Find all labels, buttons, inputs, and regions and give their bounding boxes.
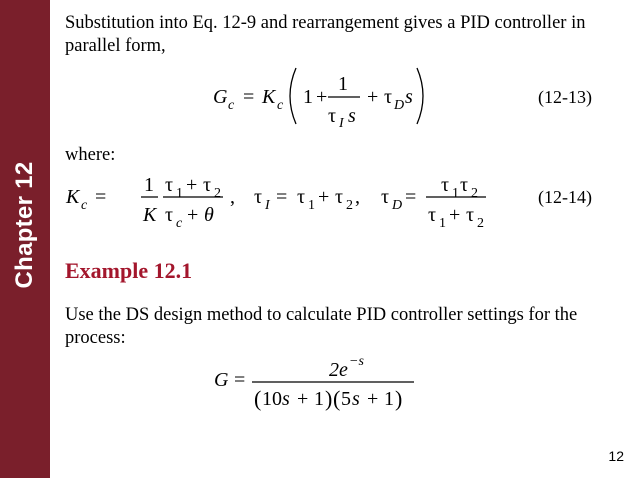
eq14-equals2: = [276, 186, 288, 208]
eq14-d-num-sub2: 2 [471, 186, 478, 201]
eq13-s: s [405, 86, 413, 108]
eq13-frac-den-s: s [348, 105, 356, 127]
eq14-number: (12-14) [538, 187, 592, 207]
eq14-d-den-sub2: 2 [477, 216, 484, 231]
eq14-i-plus: + [318, 186, 330, 208]
proc-den-plus2: + [367, 388, 379, 410]
eq13-one: 1 [303, 86, 313, 108]
eq14-equals1: = [95, 186, 107, 208]
eq14-tau-d: τ [381, 186, 390, 208]
eq13-tau-d-sub: D [394, 98, 405, 113]
eq13-gain-sub: c [277, 98, 284, 113]
proc-den-close2: ) [395, 386, 403, 411]
eq13-plus1: + [316, 86, 328, 108]
eq14-d-den-sub1: 1 [439, 216, 446, 231]
proc-den-plus1: + [297, 388, 309, 410]
proc-den-close1: ) [325, 386, 333, 411]
eq14-d-den-plus: + [449, 204, 461, 226]
equation-12-14 [0, 170, 638, 240]
eq14-num-sub1: 1 [176, 186, 183, 201]
proc-den-a: 10 [262, 388, 282, 410]
eq14-comma2: , [355, 186, 360, 208]
eq14-i-tau2: τ [335, 186, 344, 208]
eq13-lhs: G [213, 86, 228, 108]
eq14-den-plus: + [187, 204, 199, 226]
chapter-label: Chapter 12 [11, 161, 38, 289]
eq13-gain: K [262, 86, 276, 108]
eq14-kc: K [66, 186, 80, 208]
proc-num-exp: −s [349, 354, 364, 369]
eq14-one: 1 [144, 174, 154, 196]
eq14-d-num-tau1: τ [441, 174, 450, 196]
proc-den-b: 5 [341, 388, 351, 410]
eq14-tau-i-sub: I [265, 198, 270, 213]
equation-12-13 [0, 60, 638, 135]
eq14-d-den-tau1: τ [428, 204, 437, 226]
eq13-frac-num: 1 [338, 73, 348, 95]
example-heading: Example 12.1 [65, 258, 193, 283]
eq13-tau-d: τ [384, 86, 393, 108]
proc-num: 2e [329, 359, 348, 381]
proc-lhs: G [214, 369, 229, 391]
eq13-number: (12-13) [538, 87, 592, 107]
proc-den-one2: 1 [384, 388, 394, 410]
eq14-den-tau: τ [165, 204, 174, 226]
eq14-K: K [143, 204, 157, 226]
eq13-frac-den-sub: I [339, 116, 344, 131]
eq13-left-paren [290, 68, 296, 124]
eq14-tau-i: τ [254, 186, 263, 208]
eq13-right-paren [417, 68, 423, 124]
proc-den-one1: 1 [314, 388, 324, 410]
proc-equals: = [234, 369, 246, 391]
eq14-num-tau1: τ [165, 174, 174, 196]
eq14-den-sub: c [176, 216, 183, 231]
eq14-num-sub2: 2 [214, 186, 221, 201]
proc-den-s2: s [352, 388, 360, 410]
where-text: where: [65, 145, 116, 165]
eq14-equals3: = [405, 186, 417, 208]
eq14-comma1: , [230, 186, 235, 208]
eq14-theta: θ [204, 204, 214, 226]
eq14-kc-sub: c [81, 198, 88, 213]
proc-den-s1: s [282, 388, 290, 410]
proc-den-open2: ( [333, 386, 341, 411]
eq14-tau-d-sub: D [392, 198, 403, 213]
process-equation [0, 356, 638, 416]
proc-den-open1: ( [254, 386, 262, 411]
eq13-lhs-sub: c [228, 98, 235, 113]
page-number: 12 [608, 448, 624, 464]
eq13-frac-den-tau: τ [328, 105, 337, 127]
eq14-i-tau1: τ [297, 186, 306, 208]
eq14-num-tau2: τ [203, 174, 212, 196]
eq14-d-den-tau2: τ [466, 204, 475, 226]
eq14-d-num-sub1: 1 [452, 186, 459, 201]
eq14-i-sub2: 2 [346, 198, 353, 213]
eq13-equals: = [243, 86, 255, 108]
eq14-i-sub1: 1 [308, 198, 315, 213]
eq14-d-num-tau2: τ [460, 174, 469, 196]
eq14-num-plus: + [186, 174, 198, 196]
example-text: Use the DS design method to calculate PID controller settings for the process: [65, 305, 578, 348]
eq13-plus2: + [367, 86, 379, 108]
intro-text: Substitution into Eq. 12-9 and rearrangement gives a PID controller in parallel form, [65, 13, 586, 56]
